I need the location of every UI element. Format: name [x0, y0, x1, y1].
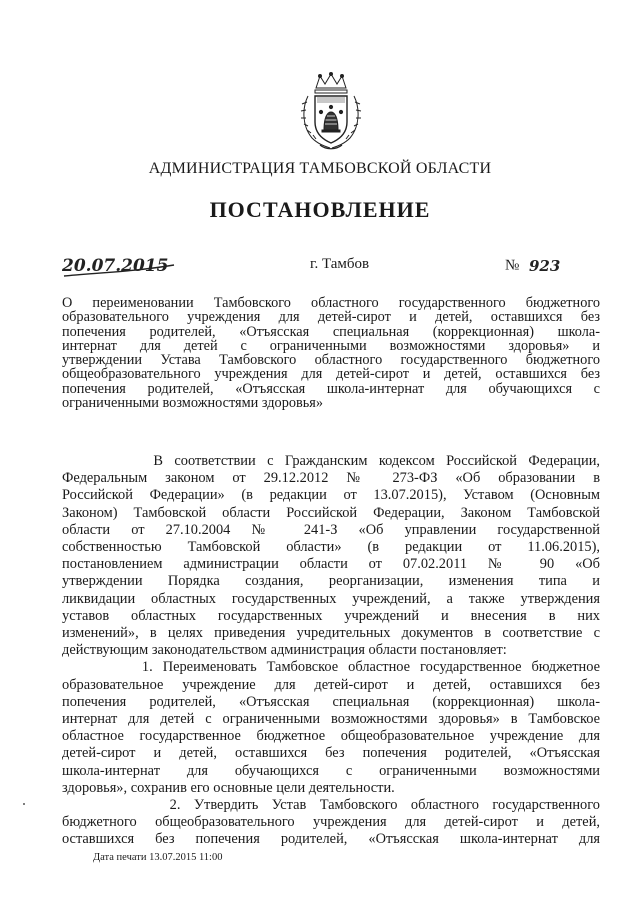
document-number: [505, 255, 569, 277]
body-line: области от 27.10.2004 № 241-З «Об управлении государственной: [62, 521, 600, 538]
subject-line: утверждении Устава Тамбовского областного государственного бюджетного: [62, 352, 600, 369]
subject-line: О переименовании Тамбовского областного государственного бюджетного: [62, 295, 600, 311]
scan-dot: [22, 793, 26, 797]
body-line: областное государственное бюджетное общеобразовательное учреждение для: [62, 728, 600, 745]
organization-name: АДМИНИСТРАЦИЯ ТАМБОВСКОЙ ОБЛАСТИ: [148, 160, 492, 177]
handwritten-number: [529, 255, 569, 277]
print-date-footer: Дата печати 13.07.2015 11:00: [93, 852, 223, 863]
body-line: ликвидации областных государственных учреждений, а также утверждения: [62, 590, 600, 607]
body-line: изменений», в целях приведения учредительных документов в соответствие с: [62, 625, 600, 642]
subject-line: общеобразовательного учреждения для детей-сирот и детей, оставшихся без: [62, 366, 600, 383]
body-line: Федеральным законом от 29.12.2012 № 273-ФЗ «Об образовании в: [62, 470, 600, 487]
document-body: [62, 453, 600, 849]
body-line: школа-интернат для обучающихся с ограниченными возможностями: [62, 762, 600, 779]
body-line: 2. Утвердить Устав Тамбовского областного государственного: [62, 797, 600, 814]
body-line: В соответствии с Гражданским кодексом Российской Федерации,: [62, 453, 600, 469]
document-type-title: ПОСТАНОВЛЕНИЕ: [209, 197, 431, 222]
body-line: оставшихся без попечения родителей, «Отъясская школа-интернат для: [62, 831, 600, 848]
body-line: утверждении Порядка создания, реорганизации, изменения типа и: [62, 573, 600, 590]
subject-line: попечения родителей, «Отъясская специальная (коррекционная) школа-: [62, 323, 600, 340]
body-line: Законом) Тамбовской области Российской Федерации, Законом Тамбовской: [62, 504, 600, 521]
body-line: интернат для детей с ограниченными возможностями здоровья» в Тамбовское: [62, 711, 600, 728]
subject-line: ограниченными возможностями здоровья»: [62, 395, 324, 412]
body-line: попечения родителей, «Отъясская специальная (коррекционная) школа-: [62, 693, 600, 710]
city-label: г. Тамбов: [310, 256, 370, 272]
body-line: 1. Переименовать Тамбовское областное государственное бюджетное: [62, 659, 600, 676]
body-line: детей-сирот и детей, оставшихся без попечения родителей, «Отъясская: [62, 745, 600, 762]
subject-line: попечения родителей, «Отъясская школа-интернат для обучающихся с: [62, 380, 600, 397]
body-line: уставов областных государственных учреждений и внесения в них: [62, 607, 600, 624]
body-line: образовательное учреждение для детей-сирот и детей, оставшихся без: [62, 676, 600, 693]
tambov-coat-of-arms-icon: [300, 72, 362, 152]
body-line: действующим законодательством администрация области постановляет:: [62, 642, 507, 659]
subject-line: образовательного учреждения для детей-сирот и детей, оставшихся без: [62, 309, 600, 326]
document-subject: [62, 296, 600, 410]
body-line: собственностью Тамбовской области» (в редакции от 11.06.2015),: [62, 539, 600, 556]
handwritten-date: [62, 252, 182, 280]
body-line: бюджетного общеобразовательного учреждения для детей-сирот и детей,: [62, 814, 600, 831]
body-line: Российской Федерации» (в редакции от 13.07.2015), Уставом (Основным: [62, 487, 600, 504]
handwritten-date-text: 20.07.2015: [62, 256, 169, 276]
number-label: №: [505, 257, 520, 274]
handwritten-number-text: 923: [529, 257, 561, 275]
subject-line: интернат для детей с ограниченными возможностями здоровья» и: [62, 337, 600, 354]
body-line: здоровья», сохранив его основные цели деятельности.: [62, 779, 395, 796]
body-line: постановлением администрации области от 07.02.2011 № 90 «Об: [62, 556, 600, 573]
